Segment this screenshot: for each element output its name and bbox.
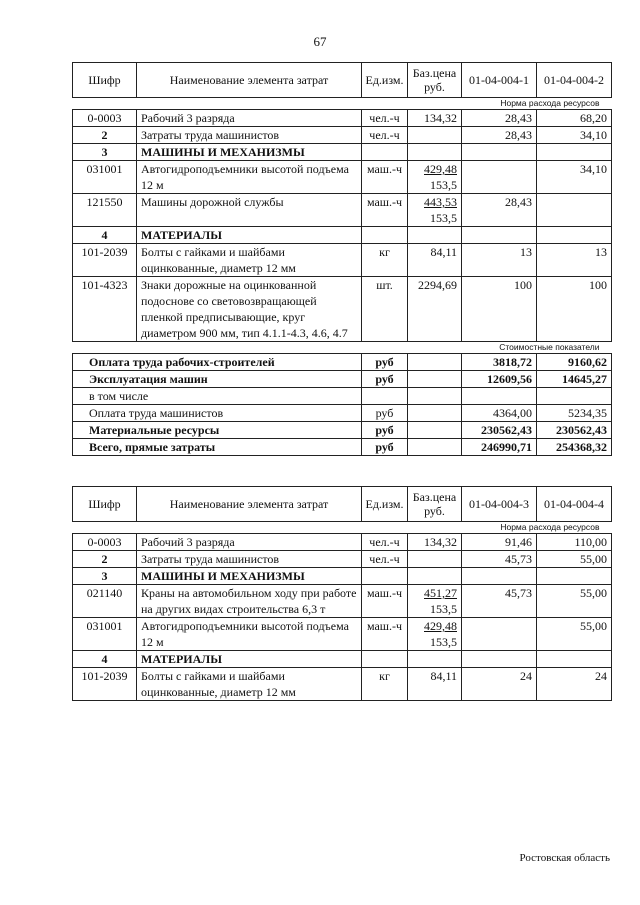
- summary-row: [73, 439, 612, 456]
- resource-name: Автогидроподъемники высотой подъема 12 м: [137, 161, 362, 194]
- col-header-unit: Ед.изм.: [362, 487, 408, 522]
- summary-unit: руб: [362, 439, 408, 456]
- norm-value-2: 100: [537, 277, 612, 342]
- summary-label: в том числе: [73, 388, 362, 405]
- base-price-value: 451,27: [424, 586, 457, 600]
- section-title: МАШИНЫ И МЕХАНИЗМЫ: [137, 144, 362, 161]
- empty-cell: [362, 144, 408, 161]
- norm-band-text: Норма расхода ресурсов: [500, 98, 600, 108]
- summary-value-1: 230562,43: [462, 422, 537, 439]
- resource-name: Болты с гайками и шайбами оцинкованные, диаметр 12 мм: [137, 668, 362, 701]
- summary-label: Оплата труда рабочих-строителей: [73, 354, 362, 371]
- resource-row: [73, 668, 612, 701]
- summary-unit: руб: [362, 422, 408, 439]
- summary-label: Материальные ресурсы: [73, 422, 362, 439]
- norm-value-1: [462, 618, 537, 651]
- base-price: [408, 277, 462, 342]
- section-row: [73, 568, 612, 585]
- resource-table-2: [72, 486, 612, 701]
- resource-row: [73, 585, 612, 618]
- base-price-value: 2294,69: [418, 278, 457, 292]
- empty-cell: [408, 422, 462, 439]
- resource-unit: кг: [362, 244, 408, 277]
- base-price-value: 429,48: [424, 162, 457, 176]
- empty-cell: [408, 405, 462, 422]
- empty-cell: [462, 144, 537, 161]
- resource-row: [73, 534, 612, 551]
- resource-name: Рабочий 3 разряда: [137, 110, 362, 127]
- col-header-norm-1: 01-04-004-3: [462, 487, 537, 522]
- norm-value-2: 34,10: [537, 161, 612, 194]
- resource-name: Машины дорожной службы: [137, 194, 362, 227]
- section-title: МАТЕРИАЛЫ: [137, 227, 362, 244]
- section-title: МАШИНЫ И МЕХАНИЗМЫ: [137, 568, 362, 585]
- norm-value-1: [462, 161, 537, 194]
- col-header-code: Шифр: [73, 63, 137, 98]
- resource-code: 021140: [73, 585, 137, 618]
- section-title: МАТЕРИАЛЫ: [137, 651, 362, 668]
- summary-value-1: 12609,56: [462, 371, 537, 388]
- resource-name: Знаки дорожные на оцинкованной подоснове со световозвращающей пленкой предписывающие, круг диаметром 900 мм, тип 4.1.1-4.3, 4.6, 4.7: [137, 277, 362, 342]
- base-price-value: 134,32: [424, 111, 457, 125]
- section-number: 4: [73, 227, 137, 244]
- resource-unit: маш.-ч: [362, 161, 408, 194]
- summary-unit: руб: [362, 371, 408, 388]
- empty-cell: [537, 568, 612, 585]
- summary-value-2: 14645,27: [537, 371, 612, 388]
- col-header-name: Наименование элемента затрат: [137, 63, 362, 98]
- summary-unit: руб: [362, 405, 408, 422]
- empty-cell: [462, 651, 537, 668]
- cost-band-row: [73, 342, 612, 354]
- page-number: 67: [313, 34, 327, 49]
- resource-row: [73, 110, 612, 127]
- resource-unit: шт.: [362, 277, 408, 342]
- empty-cell: [537, 227, 612, 244]
- resource-row: [73, 618, 612, 651]
- resource-unit: чел.-ч: [362, 551, 408, 568]
- base-price: [408, 127, 462, 144]
- norm-band-row: [73, 98, 612, 110]
- resource-name: Болты с гайками и шайбами оцинкованные, диаметр 12 мм: [137, 244, 362, 277]
- empty-cell: [462, 227, 537, 244]
- table-header: [73, 63, 612, 98]
- col-header-norm-2: 01-04-004-4: [537, 487, 612, 522]
- summary-value-1: 3818,72: [462, 354, 537, 371]
- summary-label: Эксплуатация машин: [73, 371, 362, 388]
- empty-cell: [408, 388, 462, 405]
- summary-unit: [362, 388, 408, 405]
- summary-row: [73, 388, 612, 405]
- norm-value-2: 24: [537, 668, 612, 701]
- empty-cell: [408, 568, 462, 585]
- col-header-unit: Ед.изм.: [362, 63, 408, 98]
- cost-band: [73, 342, 612, 354]
- norm-value-2: 34,10: [537, 127, 612, 144]
- resource-code: 0-0003: [73, 534, 137, 551]
- norm-value-2: 68,20: [537, 110, 612, 127]
- empty-cell: [408, 354, 462, 371]
- resource-unit: маш.-ч: [362, 194, 408, 227]
- col-header-base-price: Баз.цена руб.: [408, 63, 462, 98]
- summary-value-2: 5234,35: [537, 405, 612, 422]
- empty-cell: [537, 144, 612, 161]
- resource-table-1: [72, 62, 612, 456]
- summary-row: [73, 354, 612, 371]
- summary-label: Всего, прямые затраты: [73, 439, 362, 456]
- col-header-base-price: Баз.цена руб.: [408, 487, 462, 522]
- base-price: [408, 244, 462, 277]
- resource-code: 2: [73, 551, 137, 568]
- summary-value-1: [462, 388, 537, 405]
- summary-row: [73, 405, 612, 422]
- section-number: 3: [73, 568, 137, 585]
- resource-unit: кг: [362, 668, 408, 701]
- norm-band: [73, 98, 612, 110]
- base-price: [408, 534, 462, 551]
- resource-code: 031001: [73, 161, 137, 194]
- resource-code: 2: [73, 127, 137, 144]
- norm-value-1: 45,73: [462, 585, 537, 618]
- norm-value-1: 28,43: [462, 110, 537, 127]
- norm-band: [73, 522, 612, 534]
- summary-value-2: 230562,43: [537, 422, 612, 439]
- empty-cell: [408, 651, 462, 668]
- col-header-norm-2: 01-04-004-2: [537, 63, 612, 98]
- norm-value-1: 28,43: [462, 127, 537, 144]
- base-price-value: 84,11: [430, 669, 457, 683]
- resource-row: [73, 127, 612, 144]
- base-price-index: 153,5: [430, 635, 457, 649]
- resource-name: Затраты труда машинистов: [137, 551, 362, 568]
- col-header-code: Шифр: [73, 487, 137, 522]
- resource-row: [73, 551, 612, 568]
- base-price-value: 429,48: [424, 619, 457, 633]
- col-header-norm-1: 01-04-004-1: [462, 63, 537, 98]
- base-price: [408, 618, 462, 651]
- cost-band-text: Стоимостные показатели: [499, 342, 600, 352]
- empty-cell: [408, 439, 462, 456]
- resource-code: 101-2039: [73, 244, 137, 277]
- base-price-value: 134,32: [424, 535, 457, 549]
- base-price-index: 153,5: [430, 178, 457, 192]
- resource-name: Автогидроподъемники высотой подъема 12 м: [137, 618, 362, 651]
- summary-label: Оплата труда машинистов: [73, 405, 362, 422]
- summary-value-2: 9160,62: [537, 354, 612, 371]
- empty-cell: [362, 651, 408, 668]
- base-price-index: 153,5: [430, 211, 457, 225]
- empty-cell: [362, 568, 408, 585]
- resource-code: 0-0003: [73, 110, 137, 127]
- empty-cell: [537, 651, 612, 668]
- summary-unit: руб: [362, 354, 408, 371]
- norm-value-2: 55,00: [537, 585, 612, 618]
- resource-row: [73, 161, 612, 194]
- resource-name: Рабочий 3 разряда: [137, 534, 362, 551]
- section-row: [73, 651, 612, 668]
- resource-name: Затраты труда машинистов: [137, 127, 362, 144]
- base-price-index: 153,5: [430, 602, 457, 616]
- region-footer: Ростовская область: [519, 852, 610, 864]
- base-price: [408, 551, 462, 568]
- resource-code: 121550: [73, 194, 137, 227]
- norm-band-row: [73, 522, 612, 534]
- summary-value-2: 254368,32: [537, 439, 612, 456]
- table-header: [73, 487, 612, 522]
- summary-value-1: 4364,00: [462, 405, 537, 422]
- norm-value-2: 55,00: [537, 618, 612, 651]
- resource-code: 101-4323: [73, 277, 137, 342]
- section-number: 3: [73, 144, 137, 161]
- summary-row: [73, 422, 612, 439]
- norm-value-1: 13: [462, 244, 537, 277]
- norm-value-2: 55,00: [537, 551, 612, 568]
- base-price: [408, 161, 462, 194]
- section-row: [73, 227, 612, 244]
- empty-cell: [462, 568, 537, 585]
- resource-row: [73, 244, 612, 277]
- section-number: 4: [73, 651, 137, 668]
- summary-value-2: [537, 388, 612, 405]
- base-price: [408, 585, 462, 618]
- norm-value-1: 24: [462, 668, 537, 701]
- resource-row: [73, 194, 612, 227]
- norm-value-2: 110,00: [537, 534, 612, 551]
- resource-code: 031001: [73, 618, 137, 651]
- base-price: [408, 194, 462, 227]
- norm-value-1: 28,43: [462, 194, 537, 227]
- norm-value-1: 91,46: [462, 534, 537, 551]
- resource-unit: чел.-ч: [362, 110, 408, 127]
- norm-value-2: 13: [537, 244, 612, 277]
- base-price: [408, 668, 462, 701]
- summary-row: [73, 371, 612, 388]
- norm-value-2: [537, 194, 612, 227]
- empty-cell: [408, 371, 462, 388]
- resource-unit: маш.-ч: [362, 618, 408, 651]
- base-price-value: 84,11: [430, 245, 457, 259]
- resource-unit: маш.-ч: [362, 585, 408, 618]
- base-price: [408, 110, 462, 127]
- col-header-name: Наименование элемента затрат: [137, 487, 362, 522]
- summary-value-1: 246990,71: [462, 439, 537, 456]
- base-price-value: 443,53: [424, 195, 457, 209]
- section-row: [73, 144, 612, 161]
- empty-cell: [408, 227, 462, 244]
- resource-code: 101-2039: [73, 668, 137, 701]
- norm-value-1: 45,73: [462, 551, 537, 568]
- empty-cell: [362, 227, 408, 244]
- norm-value-1: 100: [462, 277, 537, 342]
- resource-row: [73, 277, 612, 342]
- norm-band-text: Норма расхода ресурсов: [500, 522, 600, 532]
- resource-name: Краны на автомобильном ходу при работе на других видах строительства 6,3 т: [137, 585, 362, 618]
- resource-unit: чел.-ч: [362, 127, 408, 144]
- empty-cell: [408, 144, 462, 161]
- resource-unit: чел.-ч: [362, 534, 408, 551]
